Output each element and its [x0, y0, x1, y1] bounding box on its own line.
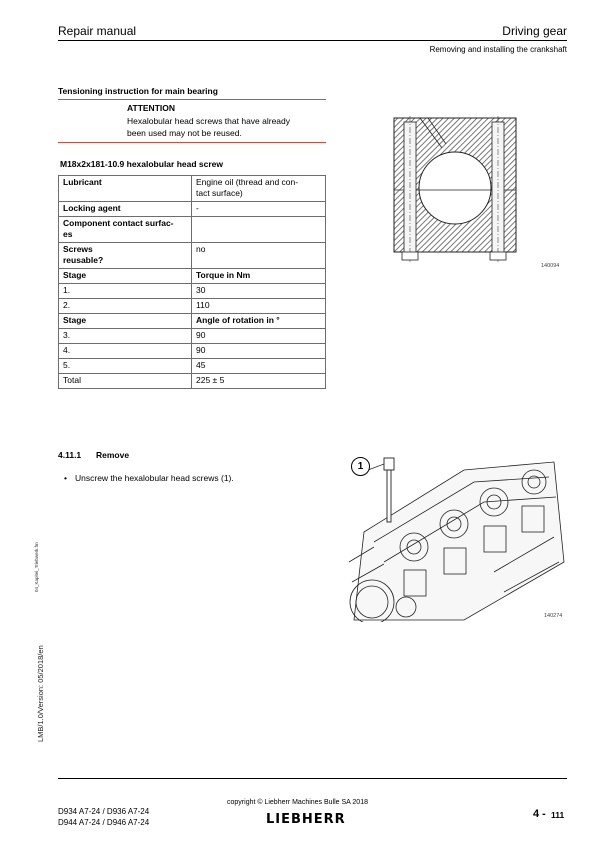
table-value-text: 90	[196, 330, 206, 340]
table-value-text: 110	[196, 300, 210, 310]
table-label-cell	[59, 284, 192, 299]
table-value-text: Angle of rotation in °	[196, 315, 280, 325]
table-label-text: Stage	[63, 315, 87, 325]
table-value-text: Engine oil (thread and con-	[196, 177, 299, 187]
side-file-name: 04_Kapitel_Triebwerk.fm	[34, 542, 39, 592]
table-label-cell	[59, 314, 192, 329]
table-label-text: reusable?	[63, 255, 104, 265]
table-label-cell	[59, 202, 192, 217]
step-text: Unscrew the hexalobular head screws (1).	[75, 473, 234, 483]
header-subtitle: Removing and installing the crankshaft	[429, 45, 567, 54]
table-value-cell	[192, 243, 326, 269]
table-value-text: 90	[196, 345, 206, 355]
table-label-cell	[59, 374, 192, 389]
footer-model-line: D934 A7-24 / D936 A7-24	[58, 807, 150, 816]
table-value-cell	[192, 359, 326, 374]
table-value-cell	[192, 269, 326, 284]
table-row	[59, 344, 326, 359]
table-value-text: tact surface)	[196, 188, 243, 198]
table-value-cell	[192, 314, 326, 329]
table-label-cell	[59, 329, 192, 344]
table-label-text: 4.	[63, 345, 71, 355]
table-label-text: Locking agent	[63, 203, 121, 213]
screw-spec-table	[58, 175, 326, 389]
table-label-cell	[59, 217, 192, 243]
table-row	[59, 217, 326, 243]
attention-line: Hexalobular head screws that have already	[127, 116, 291, 126]
footer-rule	[58, 778, 567, 779]
side-version: LMB/1.0/Version: 05/2018/en	[36, 645, 45, 742]
table-label-text: Component contact surfac-	[63, 218, 174, 228]
attention-line: been used may not be reused.	[127, 128, 242, 138]
section-title: Tensioning instruction for main bearing	[58, 86, 218, 96]
table-value-cell	[192, 344, 326, 359]
table-value-cell	[192, 176, 326, 202]
table-value-text	[196, 218, 321, 229]
table-value-text: no	[196, 244, 206, 254]
footer-model-line: D944 A7-24 / D946 A7-24	[58, 818, 150, 827]
table-row	[59, 359, 326, 374]
table-value-cell	[192, 374, 326, 389]
header-right-title: Driving gear	[502, 24, 567, 38]
table-row	[59, 314, 326, 329]
table-label-cell	[59, 269, 192, 284]
table-label-cell	[59, 299, 192, 314]
figure-1-label: 140094	[541, 263, 560, 269]
bullet-marker: •	[64, 473, 67, 483]
table-label-text: Total	[63, 375, 81, 385]
table-value-text: 225 ± 5	[196, 375, 225, 385]
table-row	[59, 329, 326, 344]
table-label-cell	[59, 344, 192, 359]
attention-text	[127, 115, 327, 139]
table-label-text: Stage	[63, 270, 87, 280]
figure-2-label: 140274	[544, 613, 563, 619]
attention-top-rule	[58, 99, 326, 100]
table-label-text: Screws	[63, 244, 93, 254]
crankcase-illustration	[344, 452, 568, 622]
table-value-text: Torque in Nm	[196, 270, 251, 280]
callout-1: 1	[351, 457, 370, 476]
table-value-text: -	[196, 203, 199, 213]
table-value-cell	[192, 329, 326, 344]
table-label-text: es	[63, 229, 73, 239]
main-bearing-section-illustration	[392, 112, 522, 270]
table-title: M18x2x181-10.9 hexalobular head screw	[60, 159, 224, 169]
table-label-cell	[59, 176, 192, 202]
page-number: 111	[551, 810, 565, 820]
table-value-cell	[192, 217, 326, 243]
liebherr-logo: LIEBHERR	[266, 812, 346, 827]
table-row	[59, 284, 326, 299]
table-row	[59, 374, 326, 389]
table-value-cell	[192, 202, 326, 217]
table-value-cell	[192, 299, 326, 314]
table-label-text: 1.	[63, 285, 71, 295]
table-row	[59, 176, 326, 202]
table-value-text: 30	[196, 285, 206, 295]
footer-copyright: copyright © Liebherr Machines Bulle SA 2018	[227, 799, 368, 806]
table-row	[59, 202, 326, 217]
table-label-text: 3.	[63, 330, 71, 340]
table-label-text: Lubricant	[63, 177, 102, 187]
table-label-cell	[59, 243, 192, 269]
header-left-title: Repair manual	[58, 24, 137, 38]
subsection-number: 4.11.1	[58, 450, 82, 460]
table-row	[59, 243, 326, 269]
header-rule	[58, 40, 567, 41]
table-label-text: 5.	[63, 360, 71, 370]
page-section: 4 -	[533, 808, 546, 820]
attention-title: ATTENTION	[127, 103, 176, 113]
table-label-text: 2.	[63, 300, 71, 310]
table-row	[59, 269, 326, 284]
attention-bottom-rule	[58, 142, 326, 143]
table-row	[59, 299, 326, 314]
table-value-text: 45	[196, 360, 206, 370]
footer-models	[58, 806, 149, 828]
table-label-cell	[59, 359, 192, 374]
subsection-title: Remove	[96, 450, 130, 460]
table-value-cell	[192, 284, 326, 299]
